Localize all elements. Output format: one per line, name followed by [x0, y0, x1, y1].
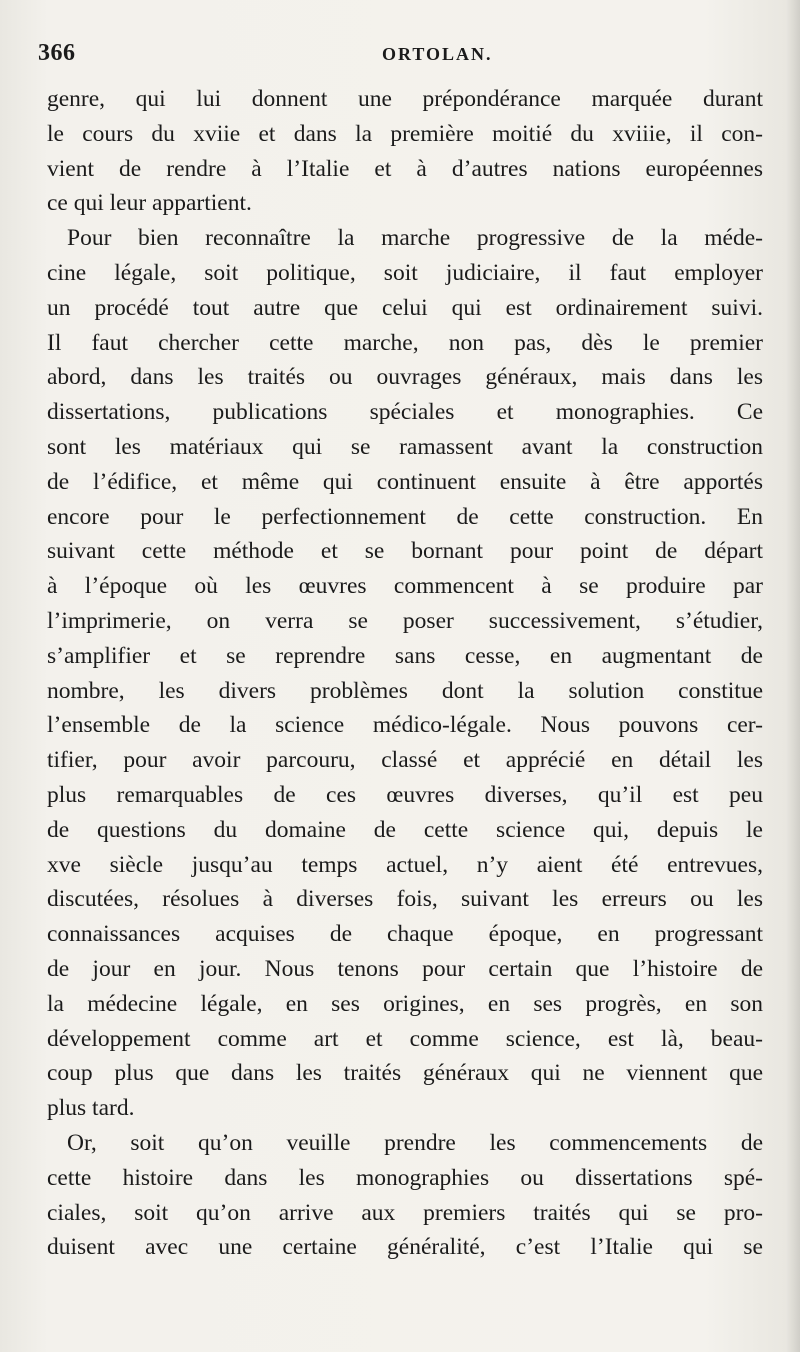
text-line: à l’époque où les œuvres commencent à se produire par	[47, 573, 763, 600]
text-line: abord, dans les traités ou ouvrages généraux, mais dans les	[47, 364, 763, 391]
text-line: genre, qui lui donnent une prépondérance marquée durant	[47, 86, 763, 112]
text-line: Il faut chercher cette marche, non pas, dès le premier	[47, 329, 763, 356]
text-line: un procédé tout autre que celui qui est ordinairement suivi.	[47, 294, 763, 321]
text-line: nombre, les divers problèmes dont la solution constitue	[47, 677, 763, 704]
text-line: la médecine légale, en ses origines, en ses progrès, en son	[47, 990, 763, 1017]
paragraph-3	[47, 1126, 763, 1265]
text-line: cine légale, soit politique, soit judiciaire, il faut employer	[47, 259, 763, 286]
text-line: s’amplifier et se reprendre sans cesse, en augmentant de	[47, 642, 763, 669]
text-line: Pour bien reconnaître la marche progressive de la méde-	[67, 225, 763, 252]
text-line: développement comme art et comme science, est là, beau-	[47, 1025, 763, 1052]
paragraph-2	[47, 221, 763, 1126]
text-line: dissertations, publications spéciales et monographies. Ce	[47, 399, 763, 426]
text-line: ciales, soit qu’on arrive aux premiers traités qui se pro-	[47, 1199, 763, 1226]
page-header	[38, 40, 758, 74]
text-line: encore pour le perfectionnement de cette construction. En	[47, 503, 763, 530]
paragraph-1	[47, 82, 763, 221]
text-line: connaissances acquises de chaque époque, en progressant	[47, 921, 763, 948]
text-line: duisent avec une certaine généralité, c’est l’Italie qui se	[47, 1234, 763, 1261]
text-line: xve siècle jusqu’au temps actuel, n’y aient été entrevues,	[47, 851, 763, 878]
text-line: de questions du domaine de cette science qui, depuis le	[47, 816, 763, 843]
text-line: de jour en jour. Nous tenons pour certain que l’histoire de	[47, 955, 763, 982]
running-head: ORTOLAN.	[382, 44, 493, 64]
text-line: l’imprimerie, on verra se poser successivement, s’étudier,	[47, 607, 763, 634]
text-line: plus tard.	[47, 1095, 135, 1122]
text-line: discutées, résolues à diverses fois, suivant les erreurs ou les	[47, 886, 763, 913]
text-line: suivant cette méthode et se bornant pour point de départ	[47, 538, 763, 565]
text-line: sont les matériaux qui se ramassent avant la construction	[47, 433, 763, 460]
page-edge-shadow	[786, 0, 800, 1352]
text-line: vient de rendre à l’Italie et à d’autres nations européennes	[47, 155, 763, 182]
text-line: tifier, pour avoir parcouru, classé et apprécié en détail les	[47, 747, 763, 774]
text-line: ce qui leur appartient.	[47, 190, 252, 217]
text-line: l’ensemble de la science médico-légale. Nous pouvons cer-	[47, 712, 763, 739]
text-line: cette histoire dans les monographies ou dissertations spé-	[47, 1164, 763, 1191]
page-number: 366	[38, 40, 76, 66]
body-text	[47, 82, 763, 1265]
text-line: coup plus que dans les traités généraux qui ne viennent que	[47, 1060, 763, 1087]
text-line: plus remarquables de ces œuvres diverses, qu’il est peu	[47, 781, 763, 808]
text-line: Or, soit qu’on veuille prendre les commencements de	[67, 1129, 763, 1156]
text-line: le cours du xviie et dans la première moitié du xviiie, il con-	[47, 120, 763, 147]
text-line: de l’édifice, et même qui continuent ensuite à être apportés	[47, 468, 763, 495]
